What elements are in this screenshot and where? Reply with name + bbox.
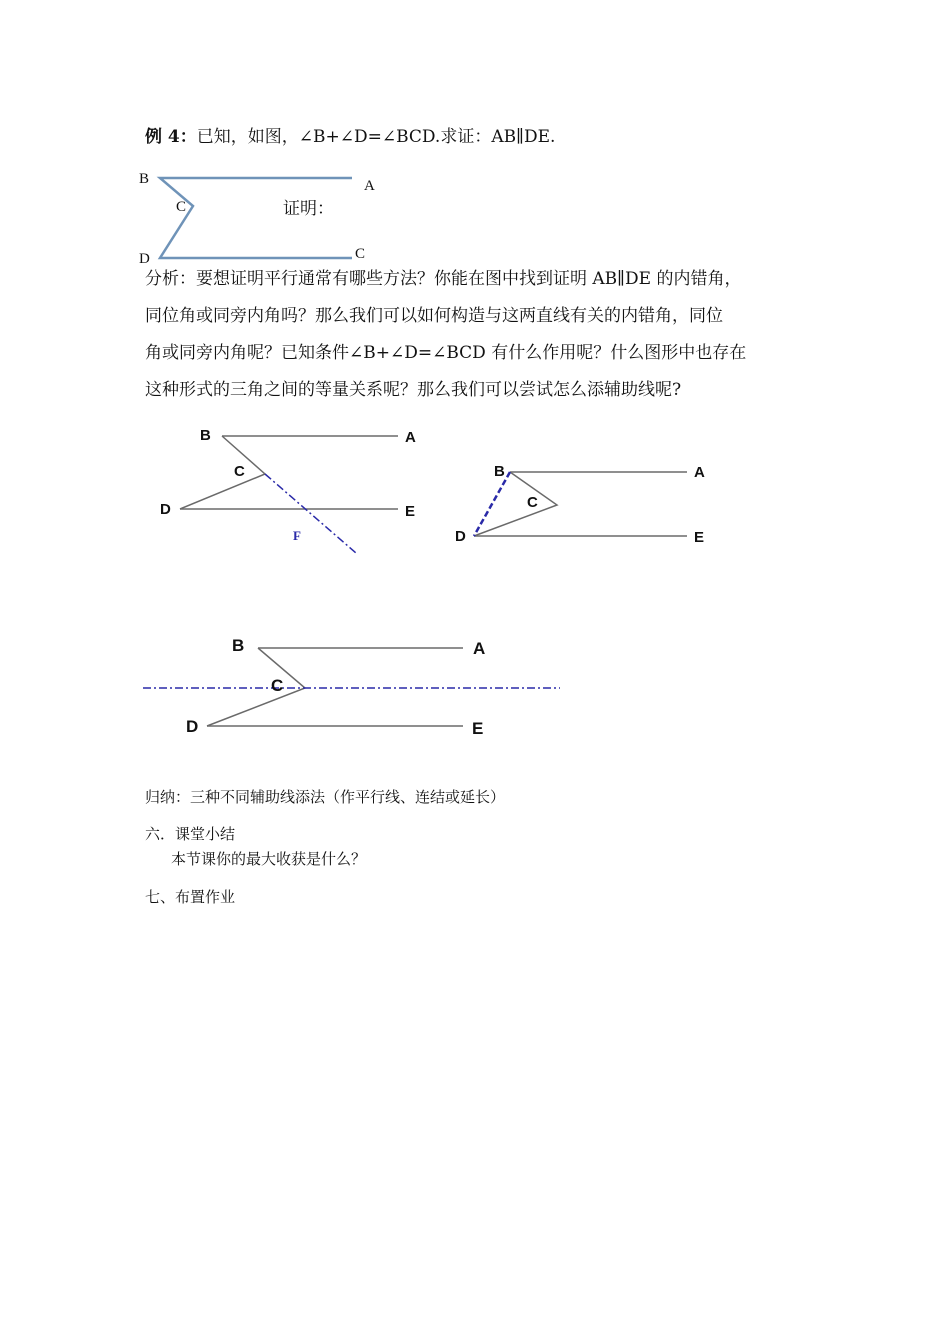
fig3-label-e: E — [472, 719, 484, 738]
fig1-label-e: E — [405, 503, 416, 520]
fig1-label-a: A — [405, 429, 416, 446]
fig2-label-a: A — [694, 464, 705, 481]
section-6-title: 六．课堂小结 — [145, 825, 236, 843]
analysis-line-1: 分析：要想证明平行通常有哪些方法？你能在图中找到证明 AB∥DE 的内错角， — [145, 269, 742, 289]
section-6-question: 本节课你的最大收获是什么？ — [171, 850, 367, 868]
given-label-a: A — [364, 178, 375, 194]
fig2-label-b: B — [494, 463, 505, 480]
fig2-label-d: D — [455, 528, 466, 545]
fig2-label-e: E — [694, 529, 705, 546]
fig3-label-d: D — [186, 717, 199, 736]
given-label-d: D — [139, 251, 150, 267]
fig1-label-f: F — [293, 528, 301, 543]
fig1-label-c: C — [234, 463, 245, 480]
example-statement: 已知，如图，∠B+∠D=∠BCD.求证：AB∥DE. — [196, 127, 556, 147]
conclusion-text: 归纳：三种不同辅助线添法（作平行线、连结或延长） — [145, 788, 506, 806]
fig3-label-a: A — [473, 639, 486, 658]
analysis-line-2: 同位角或同旁内角吗？那么我们可以如何构造与这两直线有关的内错角，同位 — [145, 306, 723, 326]
given-label-b: B — [139, 171, 150, 187]
given-label-c: C — [176, 199, 187, 215]
fig3-label-b: B — [232, 636, 245, 655]
analysis-line-4: 这种形式的三角之间的等量关系呢？那么我们可以尝试怎么添辅助线呢? — [145, 380, 682, 400]
fig1-label-b: B — [200, 427, 211, 444]
example-label: 例 4： — [145, 127, 197, 147]
analysis-line-3: 角或同旁内角呢？已知条件∠B+∠D=∠BCD 有什么作用呢？什么图形中也存在 — [145, 343, 747, 363]
fig3-path-bcd — [207, 648, 305, 726]
section-7-title: 七、布置作业 — [145, 888, 236, 906]
fig3-label-c: C — [271, 676, 284, 695]
given-label-c2: C — [355, 246, 366, 262]
fig2-label-c: C — [527, 494, 538, 511]
fig1-label-d: D — [160, 501, 171, 518]
proof-label: 证明： — [283, 199, 334, 219]
